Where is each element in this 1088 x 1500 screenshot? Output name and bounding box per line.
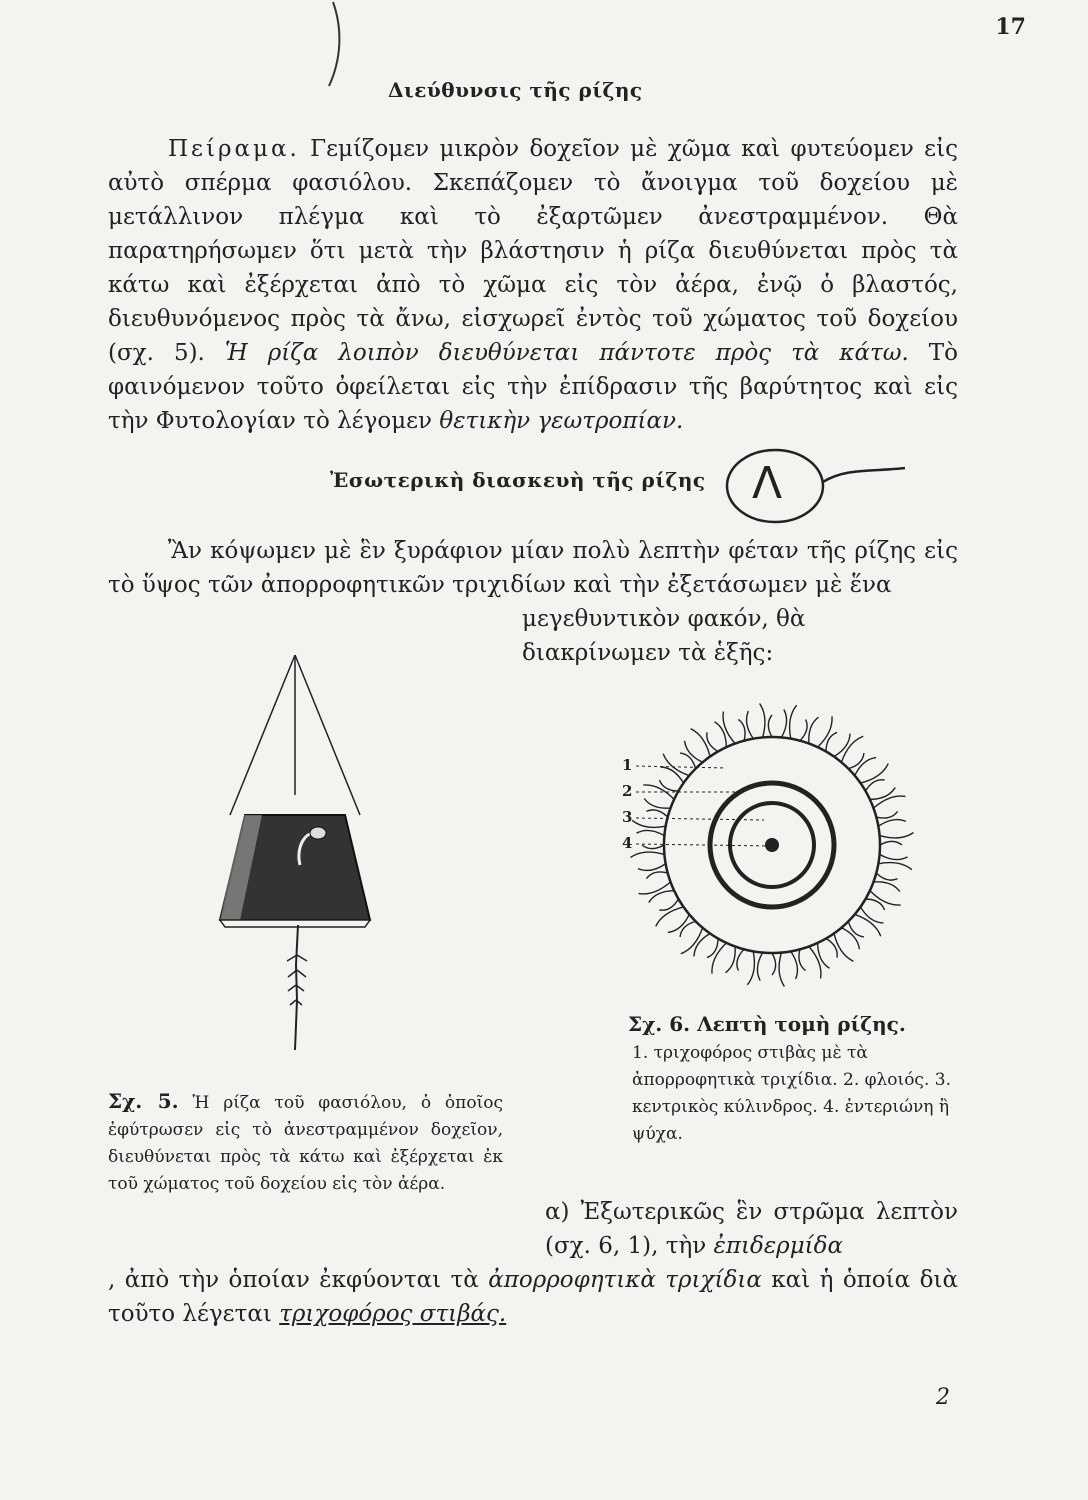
root-hair bbox=[841, 928, 859, 949]
root-hair bbox=[659, 899, 678, 910]
root-hair bbox=[855, 758, 876, 776]
fig6-label-3: 3 bbox=[622, 808, 633, 826]
page-number: 17 bbox=[995, 14, 1026, 40]
experiment-lead: Πείραμα. bbox=[168, 136, 300, 162]
root-hair bbox=[747, 711, 754, 739]
fig5-caption bbox=[108, 1088, 503, 1198]
paragraph-cross-section-right: μεγεθυντικὸν φακόν, θὰ διακρίνωμεν τὰ ἑξῆς: bbox=[522, 606, 806, 666]
root-hair bbox=[738, 719, 745, 740]
root-hair bbox=[638, 864, 666, 871]
root-hair bbox=[880, 854, 908, 859]
epidermis-italic-2: ἀπορροφητικὰ τριχίδια bbox=[488, 1267, 762, 1293]
root-hair bbox=[760, 704, 765, 738]
root-hair bbox=[779, 953, 784, 987]
root-hair bbox=[799, 949, 806, 970]
root-hair bbox=[707, 732, 718, 751]
root-hair bbox=[826, 939, 837, 958]
epidermis-italic-3: τριχοφόρος στιβάς. bbox=[279, 1301, 507, 1327]
handwritten-circle-mark bbox=[715, 438, 915, 528]
epidermis-text-3: καὶ ἡ ὁποία διὰ τοῦτο λέγεται bbox=[108, 1267, 958, 1327]
epidermis-text-1: α) Ἐξωτερικῶς ἓν στρῶμα λεπτὸν (σχ. 6, 1), τὴν bbox=[545, 1199, 958, 1259]
root-hair bbox=[694, 933, 710, 956]
experiment-text: Γεμίζομεν μικρὸν δοχεῖον μὲ χῶμα καὶ φυτεύομεν εἰς αὐτὸ σπέρμα φασιόλου. Σκεπάζομεν τὸ ἄνοιγμα τοῦ δοχείου μὲ μετάλλινον πλέγμα καὶ τὸ ἐξαρτῶμεν ἀνεστραμμένον. Θὰ παρατηρήσωμεν ὅτι μετὰ τὴν βλάστησιν ἡ ρίζα διευθύνεται πρὸς τὰ κάτω καὶ ἐξέρχεται ἀπὸ τὸ χῶμα εἰς τὸν ἀέρα, ἐνῷ ὁ βλαστός, διευθυνόμενος πρὸς τὰ ἄνω, εἰσχωρεῖ ἐντὸς τοῦ χώματος τοῦ δοχείου (σχ. 5). bbox=[108, 136, 958, 366]
root-hair bbox=[880, 841, 902, 845]
root-hair bbox=[848, 921, 864, 937]
root-hair bbox=[848, 753, 864, 769]
root-hair bbox=[876, 811, 897, 818]
root-hair bbox=[818, 716, 832, 747]
fig6-label-2: 2 bbox=[622, 782, 633, 800]
root-hair bbox=[834, 734, 850, 757]
root-hair bbox=[668, 914, 689, 932]
figure-5-pot-drawing bbox=[200, 655, 400, 1055]
root-hair bbox=[800, 719, 807, 740]
signature-number: 2 bbox=[936, 1385, 950, 1410]
root-hair bbox=[876, 873, 897, 880]
root-hair bbox=[646, 872, 667, 879]
paragraph-cross-section: Ἂν κόψωμεν μὲ ἓν ξυράφιον μίαν πολὺ λεπτὴν φέταν τῆς ρίζης εἰς τὸ ὕψος τῶν ἀπορροφητικῶν τριχιδίων καὶ τὴν ἐξετάσωμεν μὲ ἕνα bbox=[108, 538, 958, 598]
root-hair bbox=[880, 833, 914, 838]
root-hair bbox=[878, 863, 911, 870]
pen-mark-icon bbox=[325, 0, 355, 90]
paragraph-epidermis bbox=[545, 1195, 958, 1263]
root-hair bbox=[873, 882, 899, 892]
root-hair bbox=[631, 852, 665, 857]
root-hair bbox=[737, 949, 744, 970]
fig5-caption-title: Σχ. 5. bbox=[108, 1089, 179, 1113]
fig6-caption-text: 1. τριχοφόρος στιβὰς μὲ τὰ ἀπορροφητικὰ τριχίδια. 2. φλοιός. 3. κεντρικὸς κύλινδρος. 4. ἐντεριώνη ἢ ψύχα. bbox=[632, 1043, 951, 1144]
root-hair bbox=[757, 953, 762, 981]
handwritten-letter: Λ bbox=[752, 458, 783, 509]
experiment-italic-1: Ἡ ρίζα λοιπὸν διευθύνεται πάντοτε πρὸς τὰ κάτω. bbox=[224, 340, 909, 366]
root-hair bbox=[855, 914, 881, 936]
figure-6-root-cross-section bbox=[612, 695, 932, 1015]
root-hair bbox=[712, 943, 726, 974]
root-hair bbox=[841, 736, 863, 762]
root-hair bbox=[772, 953, 776, 975]
experiment-italic-2: θετικὴν γεωτροπίαν. bbox=[439, 408, 684, 434]
heading-root-direction: Διεύθυνσις τῆς ρίζης bbox=[388, 78, 643, 102]
fig6-caption-title: Σχ. 6. Λεπτὴ τομὴ ρίζης. bbox=[628, 1012, 906, 1036]
root-hair bbox=[790, 705, 797, 738]
root-hair bbox=[860, 907, 883, 923]
root-hair bbox=[781, 710, 786, 738]
fig6-label-4: 4 bbox=[622, 834, 633, 852]
fig5-caption-text: Ἡ ρίζα τοῦ φασιόλου, ὁ ὁποῖος ἐφύτρωσεν εἰς τὸ ἀνεστραμμένον δοχεῖον, διευθύνεται πρὸς τὰ κάτω καὶ ἐξέρχεται ἐκ τοῦ χώματος τοῦ δοχείου εἰς τὸν ἀέρα. bbox=[108, 1093, 503, 1194]
root-hair bbox=[680, 921, 696, 937]
fig6-label-1: 1 bbox=[622, 756, 633, 774]
epidermis-italic-1: ἐπιδερμίδα bbox=[713, 1233, 844, 1259]
root-hair bbox=[768, 715, 772, 737]
root-hair bbox=[725, 946, 735, 972]
epidermis-text-2: , ἀπὸ τὴν ὁποίαν ἐκφύονται τὰ bbox=[108, 1267, 489, 1293]
root-hair bbox=[747, 951, 754, 984]
root-hair bbox=[809, 717, 819, 743]
experiment-text-2: Τὸ φαινόμενον τοῦτο ὀφείλεται εἰς τὴν ἐπίδρασιν τῆς βαρύτητος καὶ εἰς τὴν Φυτολογίαν τὸ λέγομεν bbox=[108, 340, 958, 434]
fig6-leader-lines bbox=[636, 760, 776, 850]
root-hair bbox=[681, 928, 703, 954]
root-hair bbox=[791, 951, 798, 979]
paragraph-epidermis-cont bbox=[108, 1263, 958, 1331]
root-hair bbox=[870, 891, 901, 905]
root-hair bbox=[878, 820, 906, 827]
heading-internal-structure: Ἐσωτερικὴ διασκευὴ τῆς ρίζης bbox=[330, 468, 706, 492]
root-hair bbox=[866, 780, 885, 791]
paragraph-experiment bbox=[108, 132, 958, 438]
